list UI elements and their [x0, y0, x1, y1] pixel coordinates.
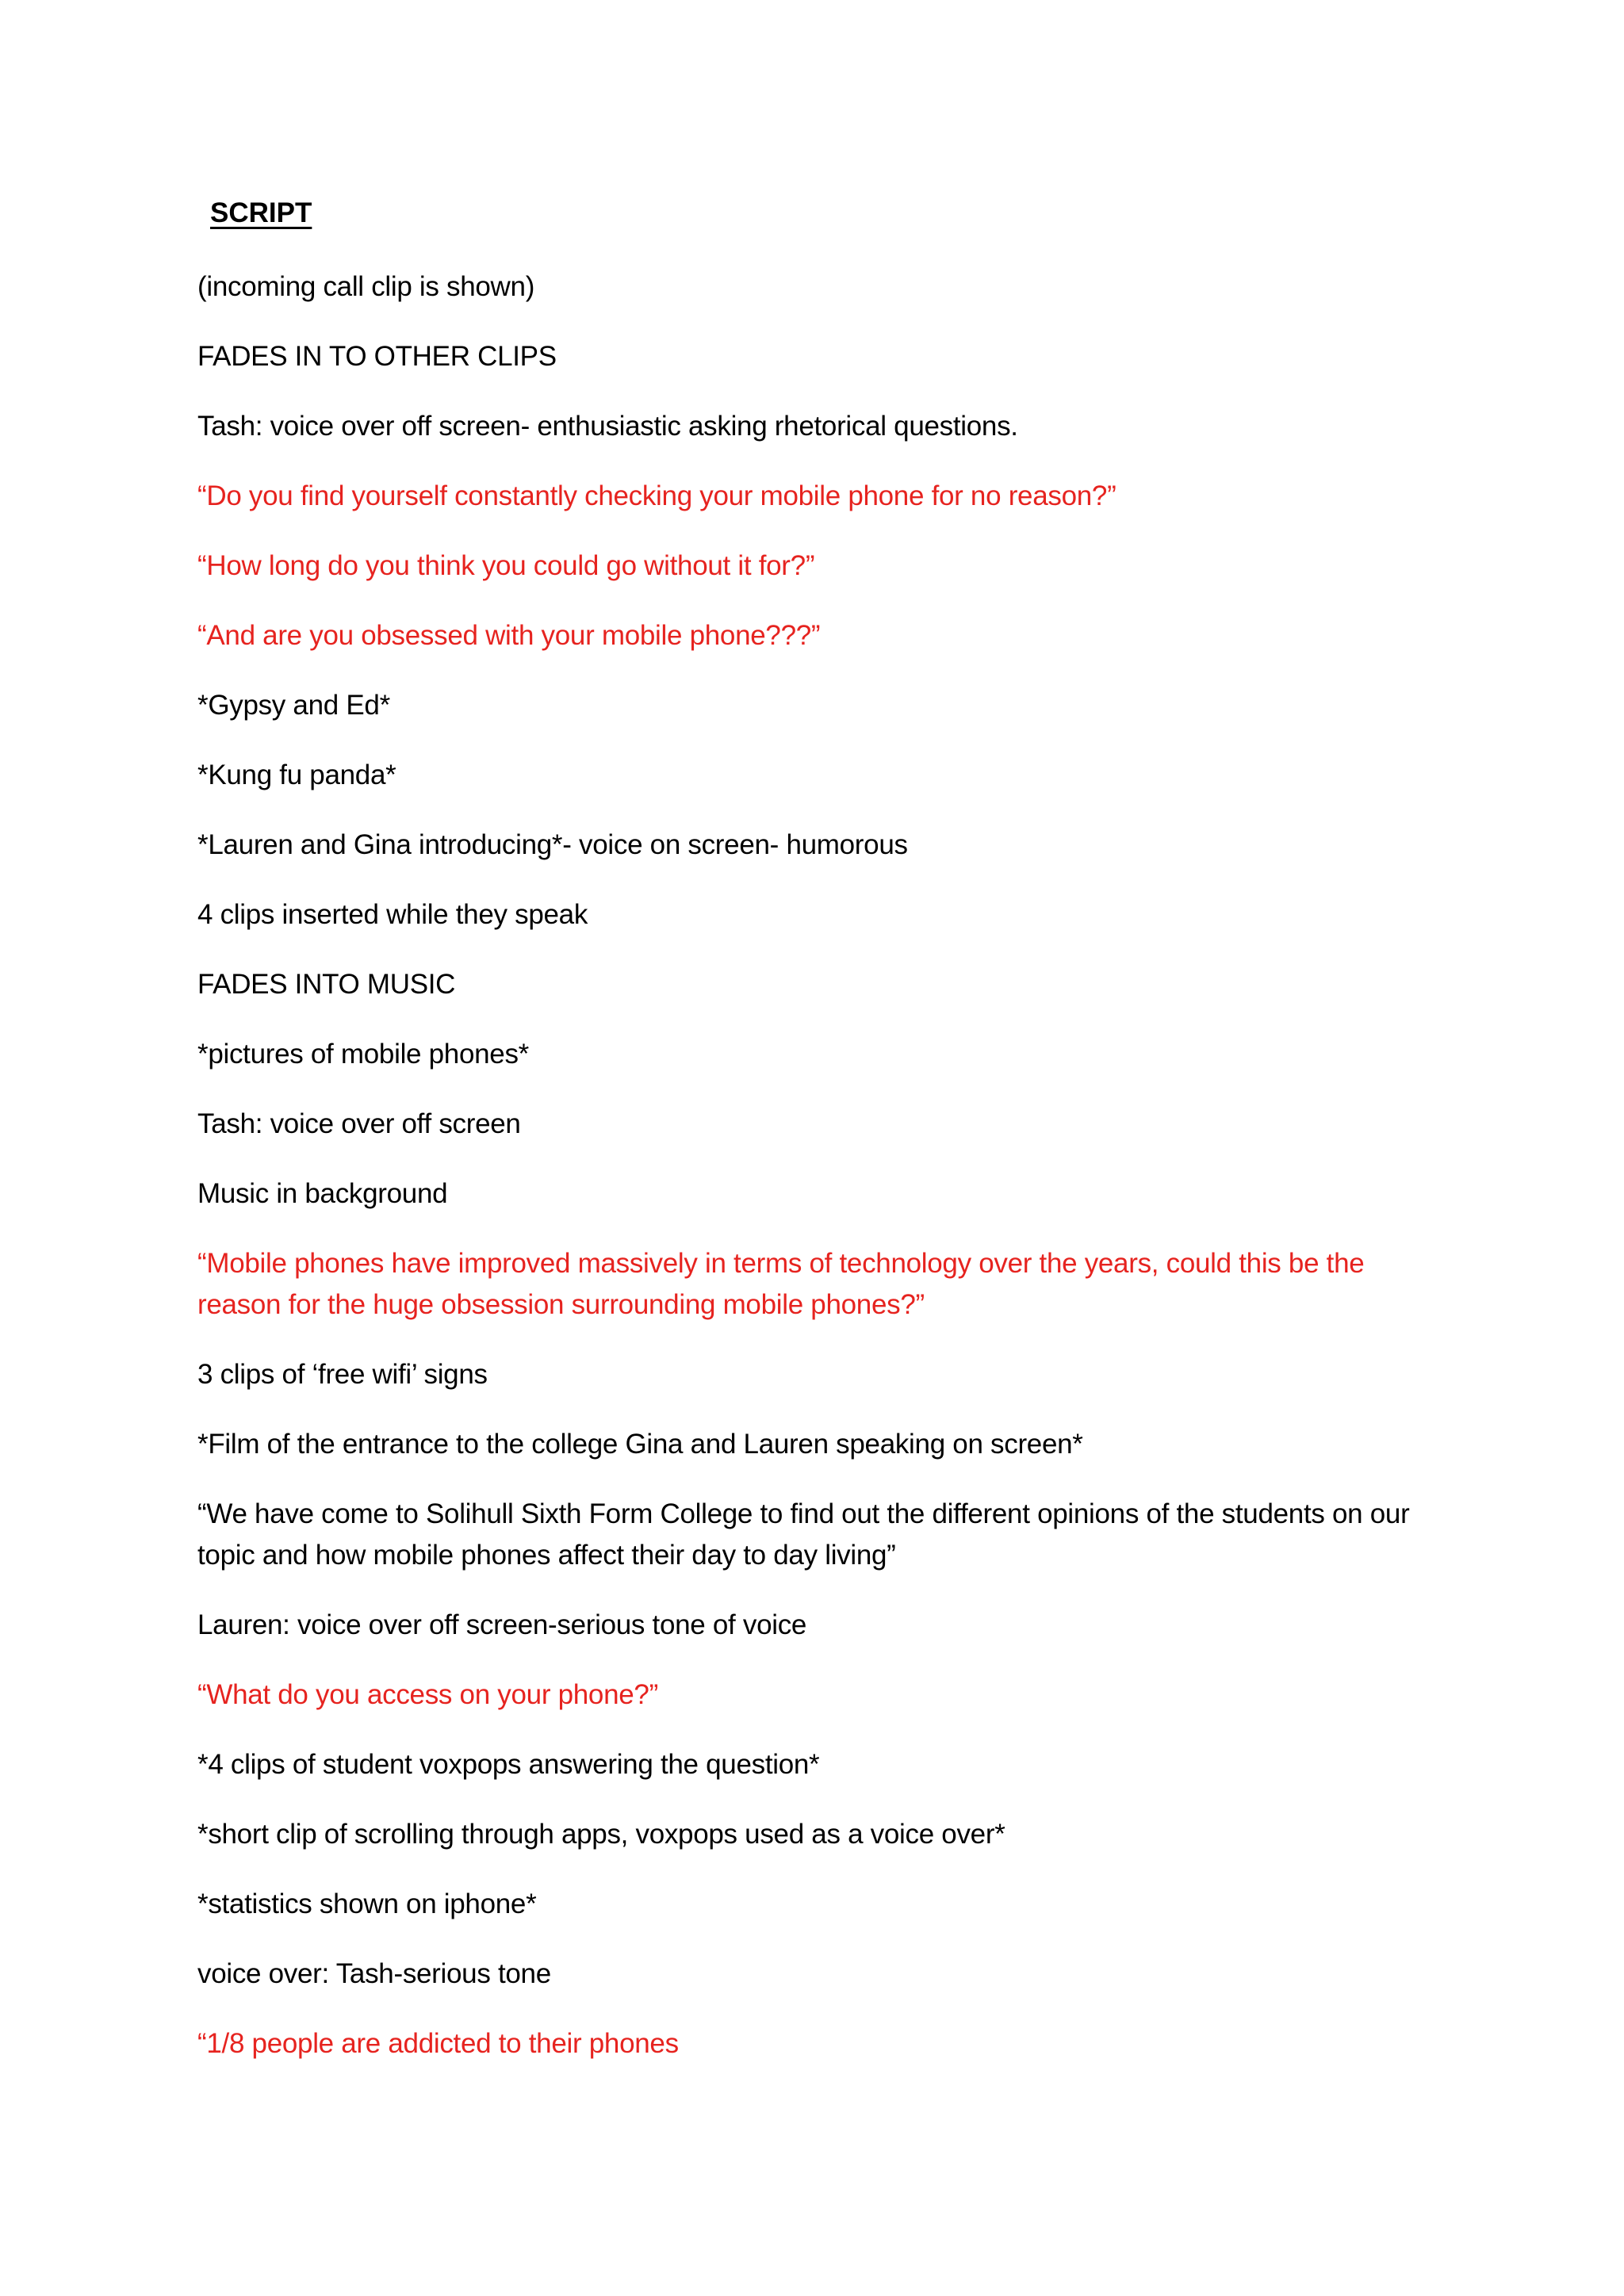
script-direction-line: (incoming call clip is shown): [197, 271, 535, 302]
script-direction-line: voice over: Tash-serious tone: [197, 1958, 551, 1989]
script-direction-line: Tash: voice over off screen: [197, 1108, 521, 1139]
script-direction-line: *Kung fu panda*: [197, 760, 396, 790]
script-direction-line: *pictures of mobile phones*: [197, 1039, 529, 1070]
script-direction-line: Music in background: [197, 1178, 448, 1209]
script-dialogue-line: “And are you obsessed with your mobile phone???”: [197, 620, 821, 651]
script-dialogue-line: “Do you find yourself constantly checking your mobile phone for no reason?”: [197, 480, 1116, 511]
script-direction-line: “We have come to Solihull Sixth Form College to find out the different opinions of the students on our topic and how mobile phones affect their day to day living”: [197, 1498, 1410, 1571]
script-dialogue-line: “1/8 people are addicted to their phones: [197, 2028, 679, 2059]
script-direction-line: *4 clips of student voxpops answering the question*: [197, 1749, 820, 1780]
script-direction-line: 3 clips of ‘free wifi’ signs: [197, 1359, 488, 1390]
script-direction-line: *Film of the entrance to the college Gina and Lauren speaking on screen*: [197, 1429, 1083, 1460]
script-lines: [197, 266, 1419, 2064]
script-dialogue-line: “What do you access on your phone?”: [197, 1679, 658, 1710]
script-body: [197, 197, 1419, 2093]
script-direction-line: *short clip of scrolling through apps, voxpops used as a voice over*: [197, 1819, 1005, 1850]
script-direction-line: *Gypsy and Ed*: [197, 690, 390, 721]
script-direction-line: FADES INTO MUSIC: [197, 969, 456, 1000]
script-dialogue-line: “Mobile phones have improved massively in terms of technology over the years, could this be the reason for the huge obsession surrounding mobile phones?”: [197, 1248, 1365, 1320]
script-direction-line: Lauren: voice over off screen-serious tone of voice: [197, 1609, 807, 1640]
script-direction-line: *Lauren and Gina introducing*- voice on screen- humorous: [197, 829, 908, 860]
script-direction-line: FADES IN TO OTHER CLIPS: [197, 341, 557, 372]
script-direction-line: *statistics shown on iphone*: [197, 1888, 537, 1919]
script-direction-line: 4 clips inserted while they speak: [197, 899, 588, 930]
script-dialogue-line: “How long do you think you could go without it for?”: [197, 550, 815, 581]
script-direction-line: Tash: voice over off screen- enthusiastic asking rhetorical questions.: [197, 411, 1018, 442]
script-heading: SCRIPT: [210, 197, 312, 228]
